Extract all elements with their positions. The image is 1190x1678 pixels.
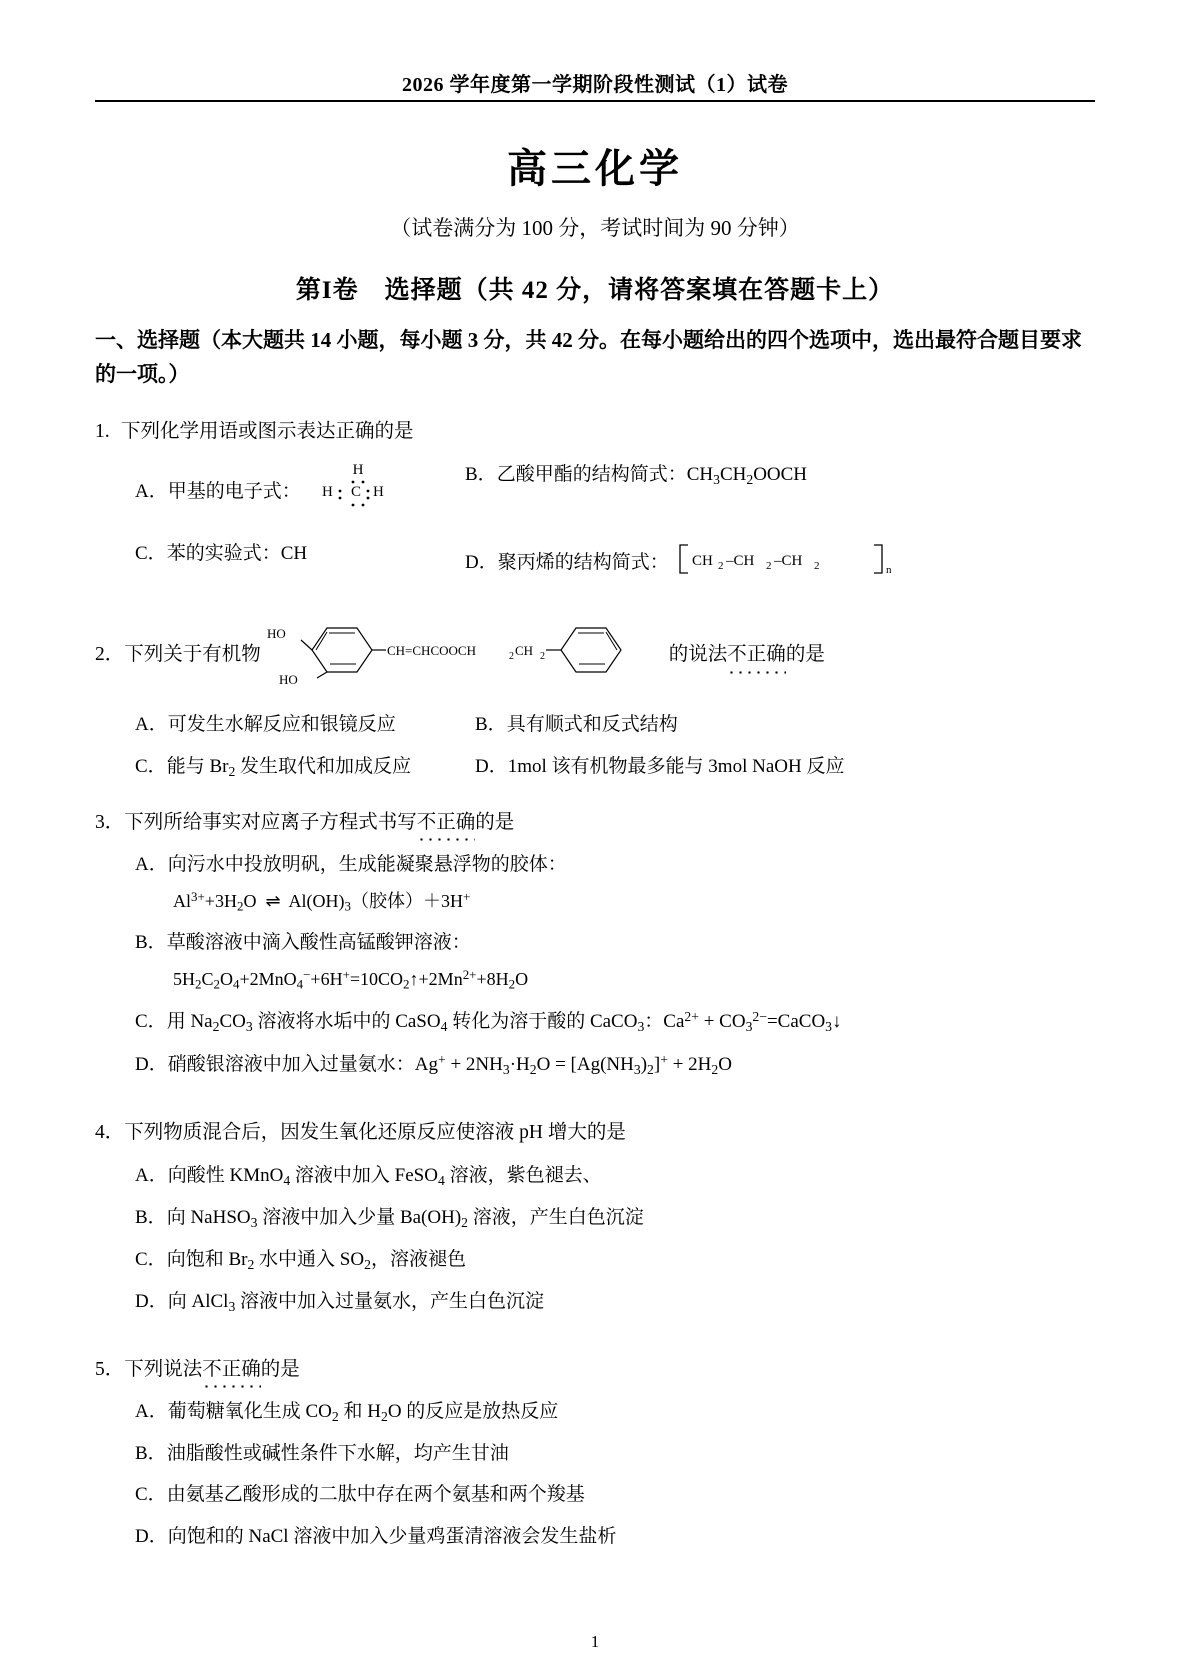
question-2-stem bbox=[95, 614, 1095, 696]
option-a-label: A． bbox=[135, 1401, 168, 1422]
question-2-option-c bbox=[135, 752, 475, 782]
option-b-text: 乙酸甲酯的结构简式：$CH_3CH_2OOCH$ bbox=[496, 464, 808, 488]
option-b-text: 向 NaHSO$_3$ 溶液中加入少量 $Ba(OH)_2$ 溶液，产生白色沉淀 bbox=[166, 1206, 644, 1230]
question-3-option-c bbox=[95, 1006, 1095, 1037]
option-b-text: 油脂酸性或碱性条件下水解，均产生甘油 bbox=[166, 1443, 509, 1465]
question-2-number: 2． bbox=[95, 644, 125, 666]
question-3-options bbox=[95, 850, 1095, 1080]
option-c-text: 用 $Na_2CO_3$ 溶液将水垢中的 CaSO$_4$ 转化为溶于酸的 CaCO$_3$：$Ca^{2+}$ + $CO_3^{2-}=CaCO_3↓$ bbox=[166, 1009, 842, 1035]
svg-text:2: 2 bbox=[508, 651, 514, 663]
option-d-label: D． bbox=[135, 1054, 168, 1076]
question-3-option-d bbox=[95, 1049, 1095, 1080]
option-c-label: C． bbox=[135, 1248, 167, 1270]
question-5-option-c bbox=[95, 1480, 1095, 1509]
exam-subtitle: （试卷满分为 100 分，考试时间为 90 分钟） bbox=[390, 216, 800, 240]
question-2-option-d bbox=[475, 752, 844, 782]
option-c-text: 能与 $Br_2$ 发生取代和加成反应 bbox=[166, 755, 412, 779]
option-c-label: C． bbox=[135, 542, 167, 564]
option-a-text: 向酸性 KMnO$_4$ 溶液中加入 FeSO$_4$ 溶液，紫色褪去、 bbox=[167, 1164, 602, 1188]
question-4-number: 4． bbox=[95, 1122, 125, 1144]
question-2-option-b bbox=[475, 710, 678, 739]
question-3-number: 3． bbox=[95, 811, 125, 833]
question-5-text: 下列说法不正确的是 bbox=[124, 1355, 300, 1385]
exam-header bbox=[95, 68, 1095, 97]
option-b-label: B． bbox=[135, 1206, 167, 1228]
svg-text:CH: CH bbox=[691, 552, 713, 569]
option-a-label: A． bbox=[135, 1164, 168, 1186]
option-a-text: 甲基的电子式： bbox=[167, 481, 301, 503]
question-2-text-post: 的说法不正确的是 bbox=[669, 640, 825, 670]
option-b-label: B． bbox=[465, 464, 497, 486]
option-d-label: D． bbox=[135, 1525, 168, 1547]
svg-text:H: H bbox=[321, 484, 333, 501]
option-d-text: 聚丙烯的结构简式： bbox=[497, 551, 669, 573]
svg-text:C: C bbox=[350, 484, 361, 501]
option-a-label: A． bbox=[135, 854, 168, 876]
question-2-dotted-emphasis: 不正确 bbox=[727, 640, 786, 670]
svg-text:HO: HO bbox=[278, 672, 298, 687]
option-b-label: B． bbox=[135, 1443, 167, 1465]
option-d-label: D． bbox=[465, 551, 498, 573]
svg-text:–CH: –CH bbox=[773, 552, 802, 569]
question-3-option-a bbox=[95, 850, 1095, 879]
question-3-option-b bbox=[95, 928, 1095, 957]
option-c-label: C． bbox=[135, 755, 167, 777]
methyl-lewis-structure-icon bbox=[310, 460, 406, 525]
option-row bbox=[95, 539, 1095, 588]
question-1-option-b bbox=[465, 460, 807, 525]
question-1-number: 1. bbox=[95, 421, 110, 443]
question-2 bbox=[95, 614, 1095, 782]
question-2-option-a bbox=[135, 710, 475, 739]
question-4-text: 下列物质混合后，因发生氧化还原反应使溶液 pH 增大的是 bbox=[124, 1122, 626, 1144]
option-c-text: 向饱和 $Br_2$ 水中通入 $SO_2$，溶液褪色 bbox=[166, 1248, 466, 1272]
question-5-option-a bbox=[95, 1397, 1095, 1427]
svg-text:HO: HO bbox=[266, 626, 286, 642]
header-rule bbox=[95, 100, 1095, 102]
question-3-option-a-equation: $Al^{3+}+3H_2O$ ⇌ $Al(OH)_3$（胶体）＋3H+ bbox=[173, 888, 471, 914]
svg-text:n: n bbox=[885, 563, 891, 576]
question-1-text: 下列化学用语或图示表达正确的是 bbox=[121, 421, 414, 443]
option-d-text: 1mol 该有机物最多能与 3mol NaOH 反应 bbox=[507, 755, 845, 777]
polypropylene-structure-icon bbox=[674, 539, 894, 588]
section-heading: 第I卷 选择题（共 42 分，请将答案填在答题卡上） bbox=[295, 277, 895, 304]
question-5-option-d bbox=[95, 1522, 1095, 1551]
option-b-label: B． bbox=[135, 932, 167, 954]
page-title: 高三化学 bbox=[507, 146, 683, 191]
question-3-text: 下列所给事实对应离子方程式书写不正确的是 bbox=[124, 808, 514, 838]
option-c-text: 由氨基乙酸形成的二肽中存在两个氨基和两个羧基 bbox=[166, 1484, 585, 1506]
option-c-label: C． bbox=[135, 1484, 167, 1506]
option-a-text: 葡萄糖氧化生成 $CO_2$ 和 $H_2O$ 的反应是放热反应 bbox=[167, 1401, 559, 1424]
question-5 bbox=[95, 1355, 1095, 1552]
question-5-option-b bbox=[95, 1439, 1095, 1468]
svg-text:2: 2 bbox=[765, 559, 771, 572]
question-1-stem bbox=[95, 417, 1095, 447]
option-row bbox=[95, 710, 1095, 739]
option-a-text: 向污水中投放明矾，生成能凝聚悬浮物的胶体： bbox=[167, 854, 567, 876]
svg-text:2: 2 bbox=[717, 559, 723, 572]
question-4-option-c bbox=[95, 1245, 1095, 1275]
question-3-option-b-equation: $5H_2C_2O_4+2MnO_4^-+6H^+=10CO_2↑+2Mn^{2+}+8H_2O$ bbox=[173, 966, 529, 992]
question-3-stem bbox=[95, 808, 1095, 838]
option-a-text: 可发生水解反应和银镜反应 bbox=[167, 713, 396, 735]
question-4 bbox=[95, 1118, 1095, 1316]
svg-text:CH=CHCOOCH: CH=CHCOOCH bbox=[386, 643, 476, 659]
option-d-label: D． bbox=[135, 1290, 168, 1312]
svg-text:H: H bbox=[352, 462, 363, 479]
option-c-text: 苯的实验式：CH bbox=[166, 542, 308, 564]
question-5-options bbox=[95, 1397, 1095, 1551]
question-1-option-d bbox=[465, 539, 894, 588]
option-d-text: 硝酸银溶液中加入过量氨水：$Ag^+ + 2NH_3\cdot H_2O = [Ag(NH_3)_2]^+ + 2H_2O$ bbox=[167, 1052, 732, 1078]
option-row bbox=[95, 752, 1095, 782]
option-b-label: B． bbox=[475, 713, 507, 735]
option-b-text: 草酸溶液中滴入酸性高锰酸钾溶液： bbox=[166, 932, 471, 954]
svg-text:2: 2 bbox=[539, 651, 545, 663]
question-4-option-b bbox=[95, 1203, 1095, 1233]
option-d-text: 向 AlCl$_3$ 溶液中加入过量氨水，产生白色沉淀 bbox=[167, 1290, 545, 1314]
question-2-options bbox=[95, 710, 1095, 782]
exam-header-text: 2026 学年度第一学期阶段性测试（1）试卷 bbox=[402, 74, 788, 96]
question-3 bbox=[95, 808, 1095, 1080]
question-4-options bbox=[95, 1161, 1095, 1317]
question-5-number: 5． bbox=[95, 1358, 125, 1380]
question-4-stem bbox=[95, 1118, 1095, 1148]
question-4-option-a bbox=[95, 1161, 1095, 1191]
section-instruction: 一、选择题（本大题共 14 小题，每小题 3 分，共 42 分。在每小题给出的四个选项中，选出最符合题目要求的一项。） bbox=[95, 328, 1082, 386]
option-b-text: 具有顺式和反式结构 bbox=[506, 713, 678, 735]
question-1-option-a bbox=[135, 460, 465, 525]
caffeic-acid-ester-structure-icon bbox=[265, 614, 665, 696]
question-1-option-c bbox=[135, 539, 465, 588]
question-3-dotted-emphasis: 不正确 bbox=[417, 808, 476, 838]
option-a-label: A． bbox=[135, 481, 168, 503]
svg-text:–CH: –CH bbox=[725, 552, 754, 569]
svg-text:CH: CH bbox=[514, 643, 533, 659]
svg-text:H: H bbox=[372, 484, 384, 501]
question-5-stem bbox=[95, 1355, 1095, 1385]
option-row bbox=[95, 460, 1095, 525]
option-d-label: D． bbox=[475, 755, 508, 777]
question-4-option-d bbox=[95, 1287, 1095, 1317]
option-c-label: C． bbox=[135, 1011, 167, 1033]
question-5-dotted-emphasis: 不正确 bbox=[202, 1355, 261, 1385]
option-a-label: A． bbox=[135, 713, 168, 735]
question-2-text-pre: 下列关于有机物 bbox=[124, 644, 261, 666]
option-d-text: 向饱和的 NaCl 溶液中加入少量鸡蛋清溶液会发生盐析 bbox=[167, 1525, 617, 1547]
question-1-options bbox=[95, 460, 1095, 588]
svg-text:2: 2 bbox=[813, 559, 819, 572]
page-number: 1 bbox=[590, 1632, 600, 1651]
question-1 bbox=[95, 417, 1095, 588]
